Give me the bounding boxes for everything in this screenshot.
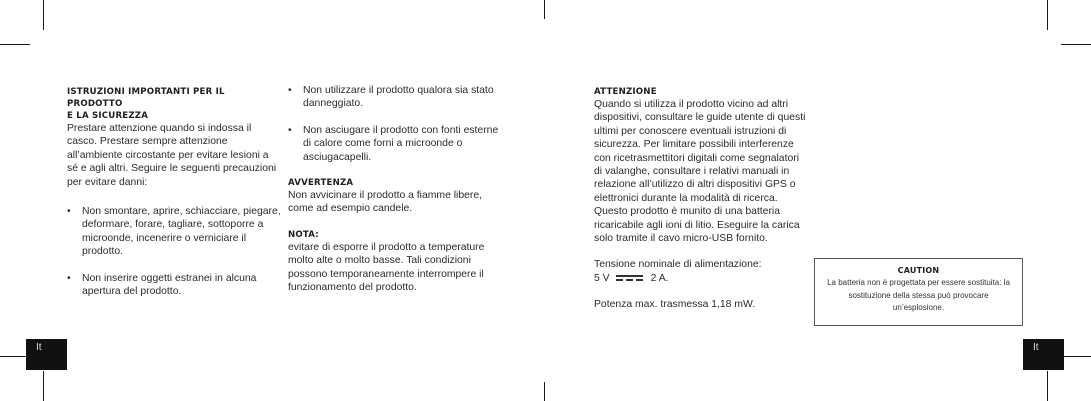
list-item-text: Non smontare, aprire, schiacciare, piegare, deformare, forare, tagliare, sottoporre a microonde, incenerire o verniciare il prodotto.	[82, 206, 281, 258]
language-tab-left	[26, 339, 67, 370]
section-heading-line1: ISTRUZIONI IMPORTANTI PER IL PRODOTTO	[67, 87, 225, 109]
crop-mark	[1061, 356, 1091, 357]
crop-mark	[544, 382, 545, 401]
note-text: evitare di esporre il prodotto a temperature molto alte o molto basse. Tali condizioni possono temporaneamente interrompere il funzionamento del prodotto.	[288, 241, 485, 294]
caution-text: La batteria non è progettata per essere sostituita: la sostituzione della stessa può provocare un’esplosione.	[827, 278, 1010, 312]
crop-mark	[43, 0, 44, 30]
warning-text: Non avvicinare il prodotto a fiamme libere, come ad esempio candele.	[288, 190, 483, 215]
current-value: 2 A.	[650, 272, 669, 284]
list-item	[67, 272, 281, 299]
list-item-text: Non asciugare il prodotto con fonti esterne di calore come forni a microonde o asciugacapelli.	[303, 124, 499, 163]
bullet-icon: •	[288, 85, 292, 96]
voltage-value: 5 V	[594, 272, 610, 284]
dc-current-icon	[616, 274, 643, 282]
crop-mark	[43, 371, 44, 401]
attention-heading: ATTENZIONE	[594, 87, 657, 97]
crop-mark	[544, 0, 545, 19]
bullet-icon: •	[288, 124, 292, 136]
attention-paragraph: Quando si utilizza il prodotto vicino ad altri dispositivi, consultare le guide utente di questi ultimi per conoscere eventuali istruzioni di sicurezza. Per limitare possibili interferenze con ricetrasmettitori digitali come segnalatori di valanghe, consultare i relativi manuali in relazione all’utilizzo di altri dispositivi GPS o elettronici durante la modalità di ricerca. Questo prodotto è munito di una batteria ricaricabile agli ioni di litio. Eseguire la carica solo tramite il cavo micro-USB fornito.	[594, 99, 806, 245]
power-text: Potenza max. trasmessa 1,18 mW.	[594, 299, 756, 311]
list-item	[288, 124, 500, 164]
voltage-line	[594, 272, 806, 285]
list-item-text: Non inserire oggetti estranei in alcuna apertura del prodotto.	[82, 272, 257, 298]
column-warnings	[288, 84, 500, 294]
crop-mark	[1061, 44, 1091, 45]
language-tab-label: It	[36, 342, 42, 353]
caution-heading: CAUTION	[897, 266, 940, 275]
bullet-icon: •	[67, 272, 71, 284]
list-item	[67, 205, 281, 259]
crop-mark	[1047, 371, 1048, 401]
list-item-text: Non utilizzare il prodotto qualora sia stato danneggiato.	[303, 85, 494, 110]
section-heading-line2: E LA SICUREZZA	[67, 111, 149, 121]
caution-box	[814, 258, 1023, 326]
list-item	[288, 84, 500, 111]
note-heading: NOTA:	[288, 229, 319, 240]
intro-paragraph: Prestare attenzione quando si indossa il casco. Prestare sempre attenzione all’ambiente circostante per evitare lesioni a sé e agli altri. Seguire le seguenti precauzioni per evitare danni:	[67, 123, 277, 188]
column-attention	[594, 86, 806, 312]
crop-mark	[0, 44, 30, 45]
bullet-icon: •	[67, 206, 71, 218]
crop-mark	[1047, 0, 1048, 30]
language-tab-right	[1023, 339, 1064, 370]
column-safety-instructions	[67, 86, 281, 298]
language-tab-label: It	[1033, 342, 1039, 353]
warning-heading: AVVERTENZA	[288, 178, 354, 189]
voltage-label: Tensione nominale di alimentazione:	[594, 259, 762, 271]
